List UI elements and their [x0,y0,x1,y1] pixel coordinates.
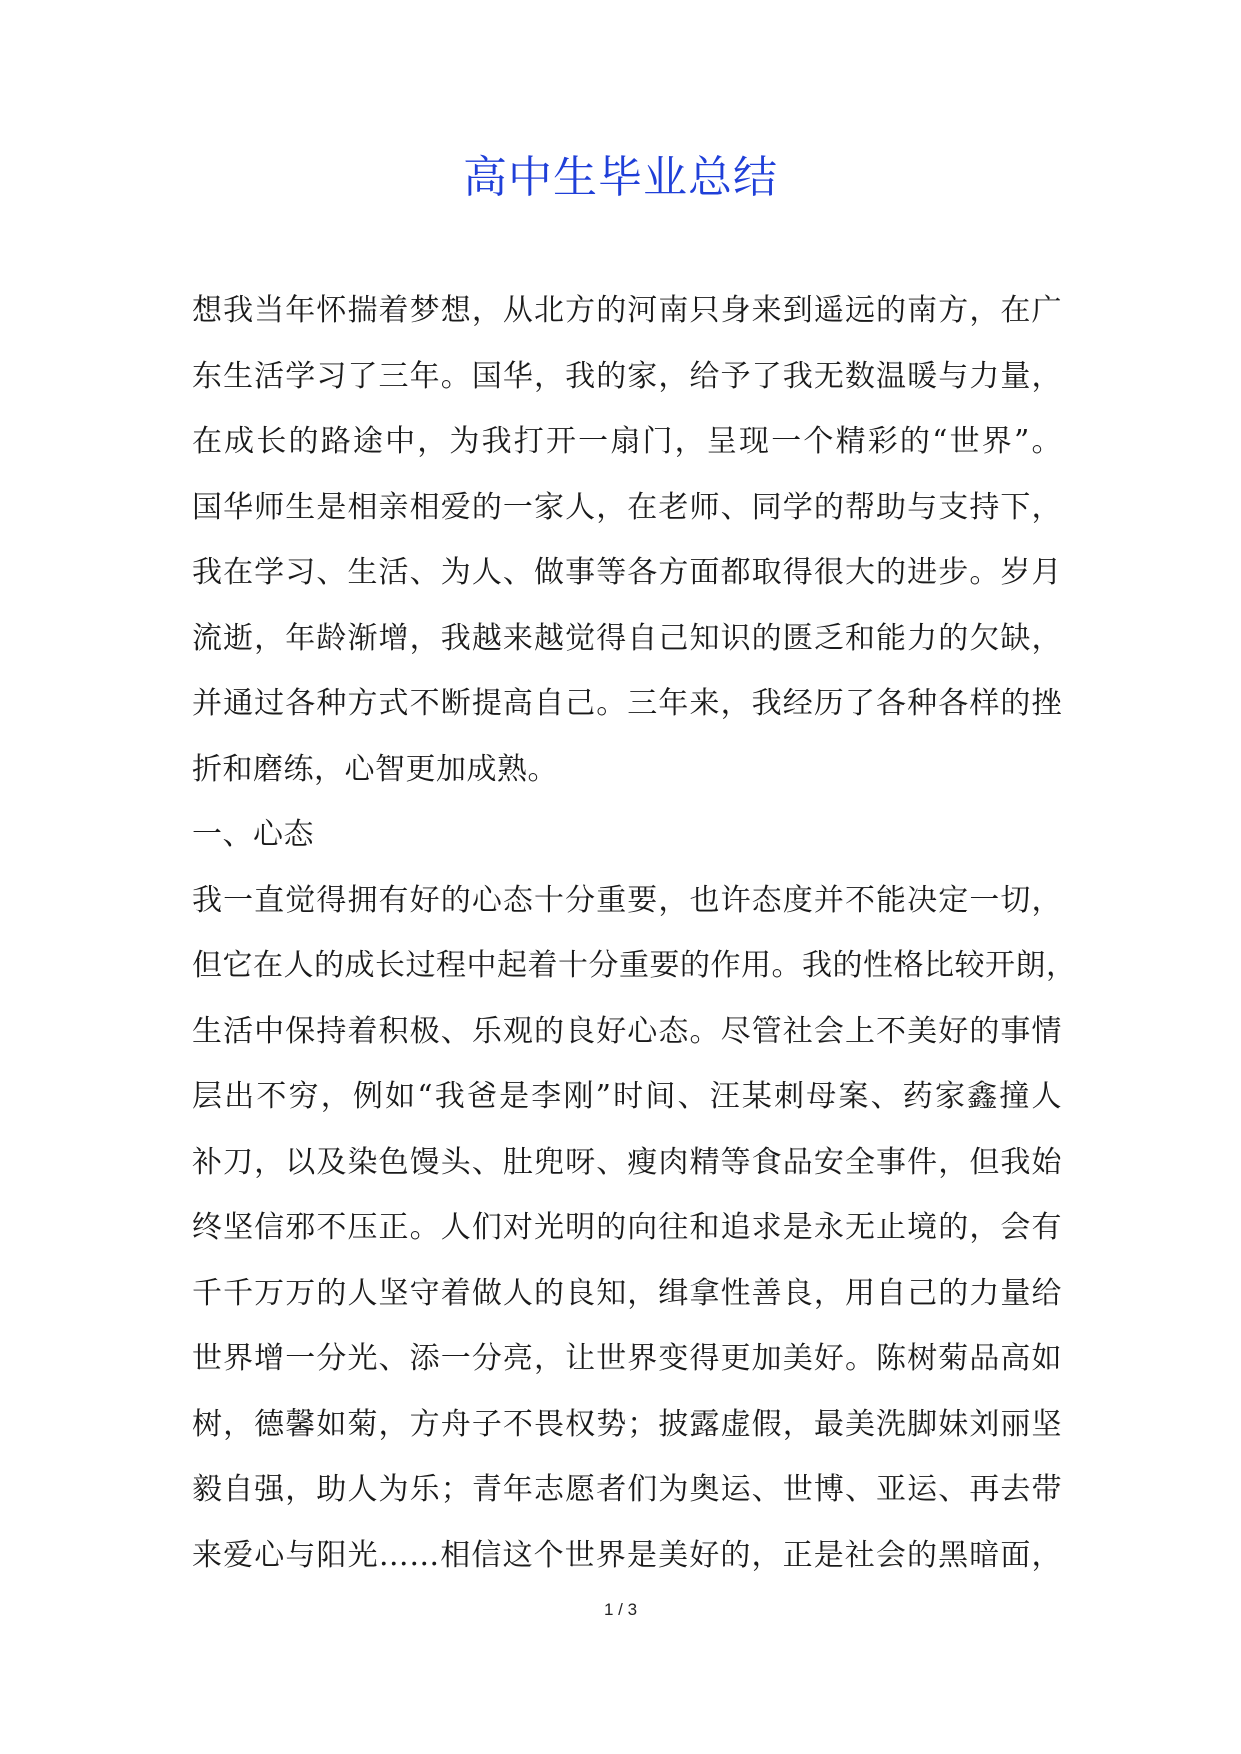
text-line: 东生活学习了三年。国华，我的家，给予了我无数温暖与力量， [192,358,1062,394]
text-line: 我在学习、生活、为人、做事等各方面都取得很大的进步。岁月 [192,555,1062,590]
document-body [192,278,1077,1588]
text-line: 树，德馨如菊，方舟子不畏权势；披露虚假，最美洗脚妹刘丽坚 [192,1406,1062,1442]
text-line: 终坚信邪不压正。人们对光明的向往和追求是永无止境的，会有 [192,1210,1062,1245]
text-line: 想我当年怀揣着梦想，从北方的河南只身来到遥远的南方，在广 [192,293,1062,328]
text-line: 世界增一分光、添一分亮，让世界变得更加美好。陈树菊品高如 [192,1341,1062,1376]
document-title: 高中生毕业总结 [463,152,778,203]
text-line: 国华师生是相亲相爱的一家人，在老师、同学的帮助与支持下， [192,489,1062,525]
text-line: 层出不穷，例如“我爸是李刚”时间、汪某刺母案、药家鑫撞人 [192,1079,1062,1114]
text-line: 补刀，以及染色馒头、肚兜呀、瘦肉精等食品安全事件，但我始 [192,1144,1062,1180]
text-line: 来爱心与阳光……相信这个世界是美好的，正是社会的黑暗面， [192,1537,1062,1573]
text-line: 千千万万的人坚守着做人的良知，缉拿性善良，用自己的力量给 [192,1275,1062,1311]
text-line: 但它在人的成长过程中起着十分重要的作用。我的性格比较开朗， [192,948,1077,983]
text-line: 在成长的路途中，为我打开一扇门，呈现一个精彩的“世界”。 [192,424,1062,459]
text-line: 并通过各种方式不断提高自己。三年来，我经历了各种各样的挫 [192,686,1062,721]
text-line: 毅自强，助人为乐；青年志愿者们为奥运、世博、亚运、再去带 [192,1472,1062,1507]
page-number: 1 / 3 [603,1600,638,1619]
text-line: 流逝，年龄渐增，我越来越觉得自己知识的匮乏和能力的欠缺， [192,620,1062,656]
text-line: 我一直觉得拥有好的心态十分重要，也许态度并不能决定一切， [192,882,1062,918]
text-line: 折和磨练，心智更加成熟。 [192,751,558,787]
section-heading: 一、心态 [192,817,314,852]
text-line: 生活中保持着积极、乐观的良好心态。尽管社会上不美好的事情 [192,1013,1062,1049]
